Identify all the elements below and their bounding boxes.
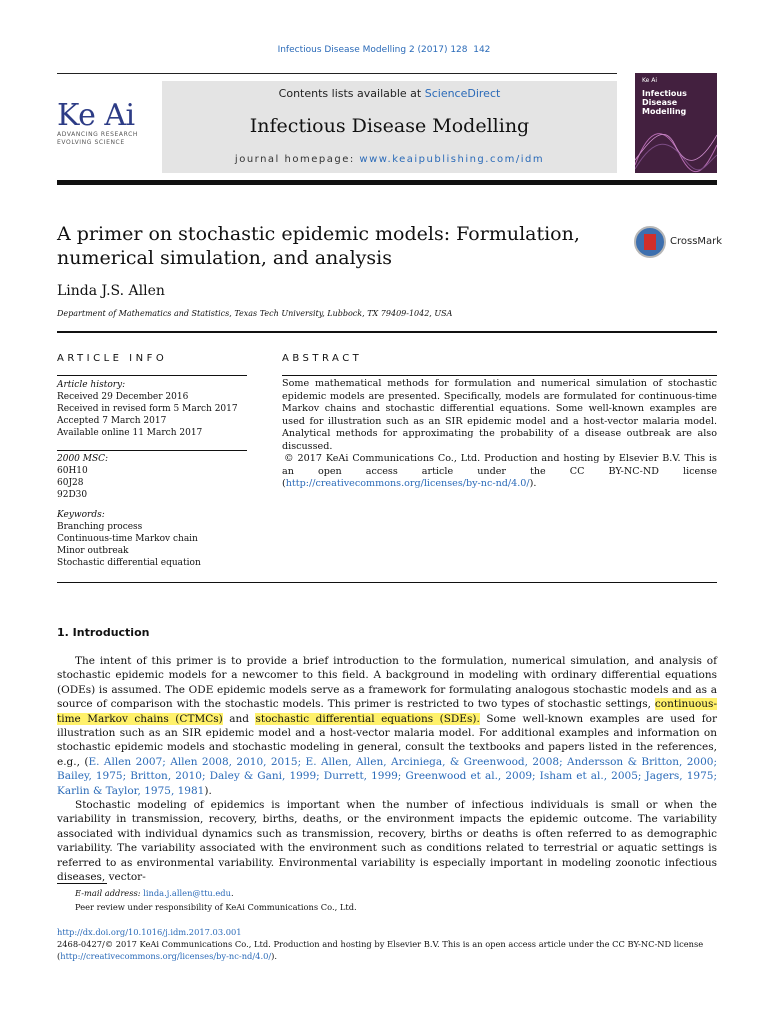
abstract-rule bbox=[282, 375, 717, 376]
keywords-label: Keywords: bbox=[57, 510, 105, 520]
cover-graphic bbox=[635, 115, 717, 173]
journal-cover-image[interactable] bbox=[635, 73, 717, 173]
abstract-bottom-rule bbox=[57, 582, 717, 583]
article-info-rule bbox=[57, 375, 247, 376]
abstract-heading: ABSTRACT bbox=[282, 353, 363, 364]
logo-tagline-2: EVOLVING SCIENCE bbox=[57, 139, 125, 146]
crossmark-label: CrossMark bbox=[670, 236, 723, 247]
masthead-thick-rule bbox=[57, 180, 717, 185]
history-revised: Received in revised form 5 March 2017 bbox=[57, 404, 238, 414]
keyword: Branching process bbox=[57, 522, 143, 532]
reference-links[interactable]: E. Allen 2007; Allen 2008, 2010, 2015; E. Allen, Allen, Arciniega, & Greenwood, 2008; Andersson & Britton, 2000; Bailey, 1975; Britton, 2010; Daley & Gani, 1999; Durrett, 1999; Greenwood et al., 2009; Isham et al., 2005; Jagers, 1975; Karlin & Taylor, 1975, 1981 bbox=[57, 755, 717, 797]
peer-review-note: Peer review under responsibility of KeAi Communications Co., Ltd. bbox=[75, 902, 357, 912]
journal-name: Infectious Disease Modelling bbox=[249, 115, 530, 137]
footnotes: E-mail address: linda.j.allen@ttu.edu. Peer review under responsibility of KeAi Communications Co., Ltd. bbox=[75, 888, 357, 912]
footer-license-link[interactable]: http://creativecommons.org/licenses/by-nc-nd/4.0/ bbox=[60, 951, 272, 961]
article-info-heading: ARTICLE INFO bbox=[57, 353, 168, 364]
keyword: Stochastic differential equation bbox=[57, 558, 201, 568]
license-link[interactable]: http://creativecommons.org/licenses/by-nc-nd/4.0/ bbox=[285, 478, 530, 489]
header-rule bbox=[57, 331, 717, 333]
homepage-link[interactable]: www.keaipublishing.com/idm bbox=[359, 154, 545, 165]
history-online: Available online 11 March 2017 bbox=[57, 428, 203, 438]
msc-codes: 2000 MSC: 60H10 60J28 92D30 bbox=[57, 453, 247, 501]
footnote-rule bbox=[57, 883, 107, 884]
crossmark-button[interactable] bbox=[634, 226, 724, 258]
crossmark-icon bbox=[634, 226, 666, 258]
article-title: A primer on stochastic epidemic models: Formulation, numerical simulation, and analysis bbox=[57, 223, 580, 269]
running-head[interactable]: Infectious Disease Modelling 2 (2017) 128 142 bbox=[277, 45, 491, 55]
paragraph: Stochastic modeling of epidemics is important when the number of infectious individuals is small or when the variability in transmission, recovery, births, deaths, or the environment impacts the epidemic outcome. The variability associated with individual dynamics such as transmission, recovery, births or deaths is often referred to as demographic variability. The variability associated with the environment such as conditions related to terrestrial or aquatic settings is referred to as environmental variability. Environmental variability is especially important in modeling zoonotic infectious diseases, vector- bbox=[57, 799, 717, 884]
msc-label: 2000 MSC: bbox=[57, 454, 109, 464]
introduction-body bbox=[57, 654, 717, 885]
msc-rule bbox=[57, 450, 247, 451]
masthead bbox=[57, 73, 717, 183]
masthead-rule bbox=[57, 73, 617, 74]
abstract-text: Some mathematical methods for formulation and numerical simulation of stochastic epidemic models are presented. Specifically, models are formulated for continuous-time Markov chains and stochastic differential equations. Some well-known examples are used for illustration such as an SIR epidemic model and a host-vector malaria model. Analytical methods for approximating the probability of a disease outbreak are also discussed. bbox=[282, 378, 717, 452]
abstract-body bbox=[282, 378, 717, 491]
history-received: Received 29 December 2016 bbox=[57, 392, 189, 402]
cover-publisher: Ke Ai bbox=[642, 77, 658, 84]
homepage-line: journal homepage: www.keaipublishing.com/idm bbox=[234, 154, 545, 165]
contents-line: Contents lists available at ScienceDirect bbox=[278, 87, 501, 100]
history-accepted: Accepted 7 March 2017 bbox=[57, 416, 167, 426]
section-heading-introduction: 1. Introduction bbox=[57, 626, 150, 639]
sciencedirect-link[interactable]: ScienceDirect bbox=[424, 87, 501, 100]
author-name: Linda J.S. Allen bbox=[57, 283, 165, 299]
keai-logo bbox=[57, 98, 157, 147]
footer-license: 2468-0427/© 2017 KeAi Communications Co., Ltd. Production and hosting by Elsevier B.V. This is an open access article under the CC BY-NC-ND license bbox=[57, 939, 704, 949]
cover-title: Infectious Disease Modelling bbox=[642, 89, 687, 116]
keywords bbox=[57, 509, 247, 569]
logo-tagline-1: ADVANCING RESEARCH bbox=[57, 131, 138, 138]
article-history bbox=[57, 379, 247, 439]
highlight-sde[interactable]: stochastic differential equations (SDEs). bbox=[255, 712, 480, 725]
paragraph: The intent of this primer is to provide a brief introduction to the formulation, numerical simulation, and analysis of stochastic epidemic models for a newcomer to this field. A background in modeling with ordinary differential equations (ODEs) is assumed. The ODE epidemic models serve as a framework for formulating analogous stochastic models and as a source of comparison with the stochastic models. This primer is restricted to two types of stochastic settings, continuous-time Markov chains (CTMCs) and stochastic differential equations (SDEs). Some well-known examples are used for illustration such as an SIR epidemic model and a host-vector malaria model. For additional examples and information on stochastic epidemic models and stochastic modeling in general, consult the textbooks and papers listed in the references, e.g., (E. Allen 2007; Allen 2008, 2010, 2015; E. Allen, Allen, Arciniega, & Greenwood, 2008; Andersson & Britton, 2000; Bailey, 1975; Britton, 2010; Daley & Gani, 1999; Durrett, 1999; Greenwood et al., 2009; Isham et al., 2005; Jagers, 1975; Karlin & Taylor, 1975, 1981). bbox=[57, 655, 718, 797]
keyword: Continuous-time Markov chain bbox=[57, 534, 198, 544]
author-affiliation: Department of Mathematics and Statistics, Texas Tech University, Lubbock, TX 79409-1042, USA bbox=[57, 309, 453, 318]
keyword: Minor outbreak bbox=[57, 546, 129, 556]
journal-box bbox=[162, 81, 617, 173]
logo-text: Ke Ai bbox=[57, 98, 135, 133]
page-footer: http://dx.doi.org/10.1016/j.idm.2017.03.001 2468-0427/© 2017 KeAi Communications Co., Ltd. Production and hosting by Elsevier B.V. This is an open access article under the CC BY-NC-ND license (http://creativecommons.org/licenses/by-nc-nd/4.0/). bbox=[57, 926, 717, 962]
highlight-ctmc[interactable]: continuous-time Markov chains (CTMCs) bbox=[57, 698, 717, 725]
history-label: Article history: bbox=[57, 380, 126, 390]
abstract-license: © 2017 KeAi Communications Co., Ltd. Production and hosting by Elsevier B.V. This is an open access article under the CC BY-NC-ND license (http://creativecommons.org/licenses/by-nc-nd/4.0/). bbox=[282, 453, 717, 489]
doi-link[interactable]: http://dx.doi.org/10.1016/j.idm.2017.03.001 bbox=[57, 927, 242, 937]
email-link[interactable]: linda.j.allen@ttu.edu bbox=[143, 888, 231, 898]
